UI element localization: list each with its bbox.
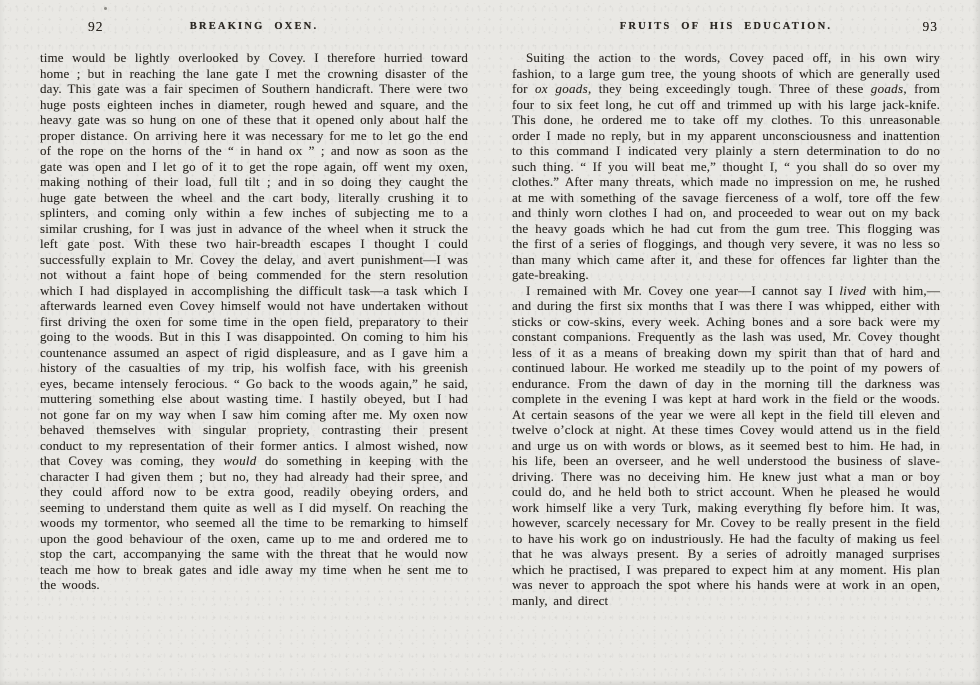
running-title-left: BREAKING OXEN.: [189, 21, 319, 32]
page-number-left: 92: [88, 19, 104, 34]
paragraph-right-2: I remained with Mr. Covey one year—I cannot say I lived with him,—and during the first six months that I was there I was whipped, either with sticks or cow-skins, every week. Aching bones and a sore back were my constant companions. Frequently as the lash was used, Mr. Covey thought less of it as a means of breaking down my spirit than that of hard and continued labour. He worked me steadily up to the point of my powers of endurance. From the dawn of day in the morning till the darkness was complete in the evening I was kept at hard work in the field or the woods. At certain seasons of the year we were all kept in the field till eleven and twelve o’clock at night. At these times Covey would attend us in the field and urge us on with words or blows, as it seemed best to him. He had, in his life, been an overseer, and he well understood the business of slave-driving. There was no deceiving him. He knew just what a man or boy could do, and he held both to strict account. When he pleased he would work himself like a very Turk, making everything fly before him. It was, however, scarcely necessary for Mr. Covey to be really present in the field to have his work go on industriously. He had the faculty of making us feel that he was always present. By a series of adroitly managed surprises which he practised, I was prepared to expect him at any moment. His plan was never to approach the spot where his hands were at work in an open, manly, and direct: [512, 282, 940, 608]
paragraph-right-1: Suiting the action to the words, Covey paced off, in his own wiry fashion, to a large gum tree, the young shoots of which are generally used for ox goads, they being exceedingly tough. Three of these goads, from four to six feet long, he cut off and trimmed up with his large jack-knife. This done, he ordered me to take off my clothes. To this unreasonable order I made no reply, but in my apparent unconsciousness and inattention to this command I indicated very plainly a stern determination to do no such thing. “ If you will beat me,” thought I, “ you shall do so over my clothes.” After many threats, which made no impression on me, he rushed at me with something of the savage fierceness of a wolf, tore off the few and thinly worn clothes I had on, and proceeded to wear out on my back the heavy goads which he had cut from the gum tree. This flogging was the first of a series of floggings, and though very severe, it was no less so than many which came after it, and these for offences far lighter than the gate-breaking.: [512, 50, 940, 282]
running-title-right: FRUITS OF HIS EDUCATION.: [619, 21, 833, 32]
running-head-right: [512, 21, 940, 37]
page-text-right: [512, 50, 940, 608]
running-head-left: [40, 21, 468, 37]
page-text-left: [40, 50, 468, 593]
page-right: [490, 0, 980, 685]
scan-speck: [104, 7, 107, 10]
page-number-right: 93: [922, 19, 938, 34]
paragraph-left-1: time would be lightly overlooked by Covey. I therefore hurried toward home ; but in reaching the lane gate I met the crowning disaster of the day. This gate was a fair specimen of Southern handicraft. There were two huge posts eighteen inches in diameter, rough hewed and square, and the heavy gate was so hung on one of these that it opened only about half the proper distance. On arriving here it was necessary for me to let go the end of the rope on the horns of the “ in hand ox ” ; and now as soon as the gate was open and I let go of it to get the rope again, off went my oxen, making nothing of their load, full tilt ; and in so doing they caught the huge gate between the wheel and the cart body, literally crushing it to splinters, and coming only within a few inches of subjecting me to a similar crushing, for I was just in advance of the wheel when it struck the left gate post. With these two hair-breadth escapes I thought I could successfully explain to Mr. Covey the delay, and avert punishment—I was not without a faint hope of being commended for the stern resolution which I had displayed in accomplishing the difficult task—a task which I afterwards learned even Covey himself would not have undertaken without first driving the oxen for some time in the open field, preparatory to their going to the woods. But in this I was disappointed. On coming to him his countenance assumed an aspect of rigid displeasure, and as I gave him a history of the casualties of my trip, his wolfish face, with his greenish eyes, became intensely ferocious. “ Go back to the woods again,” he said, muttering something else about wasting time. I hastily obeyed, but I had not gone far on my way when I saw him coming after me. My oxen now behaved themselves with singular propriety, contrasting their present conduct to my representation of their former antics. I almost wished, now that Covey was coming, they would do something in keeping with the character I had given them ; but no, they had already had their spree, and they could afford now to be extra good, readily obeying orders, and seeming to understand them quite as well as I did myself. On reaching the woods my tormentor, who seemed all the time to be remarking to himself upon the good behaviour of the oxen, came up to me and ordered me to stop the cart, accompanying the same with the threat that he would now teach me how to break gates and idle away my time when he sent me to the woods.: [40, 50, 469, 592]
